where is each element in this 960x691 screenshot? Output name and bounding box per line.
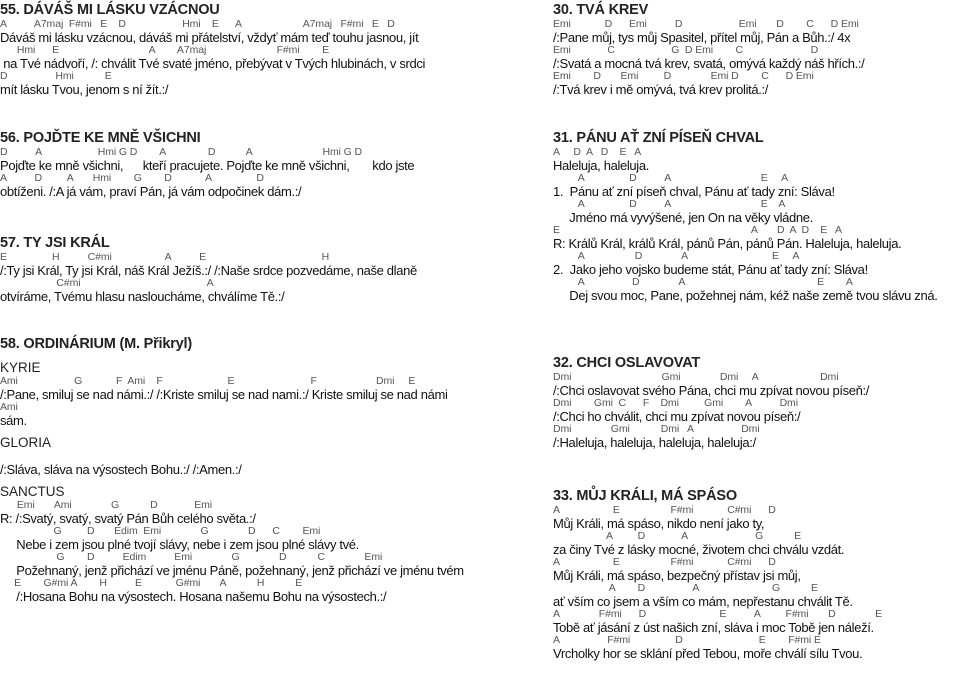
song-title: 56. POJĎTE KE MNĚ VŠICHNI xyxy=(0,130,201,146)
section-label: SANCTUS xyxy=(0,484,65,499)
lyric-line: Dáváš mi lásku vzácnou, dáváš mi přátelství, vždyť mám teď touhu jasnou, jít xyxy=(0,30,419,45)
lyric-line: za činy Tvé z lásky mocné, životem chci chválu vzdát. xyxy=(553,542,845,557)
chord-line: A D A G E xyxy=(553,582,818,594)
lyric-line: R: Králů Král, králů Král, pánů Pán, pánů Pán. Haleluja, haleluja. xyxy=(553,236,902,251)
chord-line: A E F#mi C#mi D xyxy=(553,556,776,568)
chord-line: Ami G F Ami F E F Dmi E xyxy=(0,375,416,387)
lyric-line: ať vším co jsem a vším co mám, nepřestanu chválit Tě. xyxy=(553,594,853,609)
lyric-line: Požehnaný, jenž přichází ve jménu Páně, požehnaný, jenž přichází ve jménu tvém xyxy=(0,563,464,578)
lyric-line: otvíráme, Tvému hlasu nasloucháme, chválíme Tě.:/ xyxy=(0,289,285,304)
lyric-line: /:Tvá krev i mě omývá, tvá krev prolitá.:/ xyxy=(553,82,769,97)
song-title: 32. CHCI OSLAVOVAT xyxy=(553,355,701,371)
song-title: 58. ORDINÁRIUM (M. Přikryl) xyxy=(0,336,192,352)
chord-line: Emi C G D Emi C D xyxy=(553,44,819,56)
lyric-line: sám. xyxy=(0,413,27,428)
chord-line: Dmi Gmi Dmi A Dmi xyxy=(553,423,760,435)
chord-line: A D A G E xyxy=(553,530,802,542)
lyric-line: /:Hosana Bohu na výsostech. Hosana našemu Bohu na výsostech.:/ xyxy=(0,589,387,604)
lyric-line: Můj Králi, má spáso, bezpečný přístav jsi můj, xyxy=(553,568,801,583)
lyric-line: Vrcholky hor se sklání před Tebou, moře chválí sílu Tvou. xyxy=(553,646,863,661)
lyric-line: Nebe i zem jsou plné tvojí slávy, nebe i zem jsou plné slávy tvé. xyxy=(0,537,359,552)
lyric-line: 1. Pánu ať zní píseň chval, Pánu ať tady zní: Sláva! xyxy=(553,184,835,199)
lyric-line: mít lásku Tvou, jenom s ní žít.:/ xyxy=(0,82,169,97)
lyric-line: Dej svou moc, Pane, požehnej nám, kéž naše země tvou slávu zná. xyxy=(553,288,938,303)
chord-line: G D Edim Emi G D C Emi xyxy=(0,525,321,537)
section-label: GLORIA xyxy=(0,435,52,450)
chord-line: Emi D Emi D Emi D C D Emi xyxy=(553,70,814,82)
lyric-line: /:Chci oslavovat svého Pána, chci mu zpívat novou píseň:/ xyxy=(553,383,870,398)
chord-line: Dmi Gmi Dmi A Dmi xyxy=(553,371,839,383)
chord-line: Dmi Gmi C F Dmi Gmi A Dmi xyxy=(553,397,798,409)
chord-line xyxy=(0,451,464,462)
chord-line: A D A E A xyxy=(553,198,786,210)
chord-line: A D A E A xyxy=(553,250,800,262)
chord-line: Emi D Emi D Emi D C D Emi xyxy=(553,18,859,30)
chord-line: A F#mi D E A F#mi D E xyxy=(553,608,882,620)
chord-line: A D A E A xyxy=(553,172,789,184)
chord-line: A A7maj F#mi E D Hmi E A A7maj F#mi E D xyxy=(0,18,395,30)
lyric-line: /:Sláva, sláva na výsostech Bohu.:/ /:Amen.:/ xyxy=(0,462,242,477)
chord-line: A D A E A xyxy=(553,276,853,288)
song-s32 xyxy=(553,355,869,450)
lyric-line: Můj Králi, má spáso, nikdo není jako ty, xyxy=(553,516,765,531)
song-s56 xyxy=(0,130,414,199)
chord-line: G D Edim Emi G D C Emi xyxy=(0,551,383,563)
song-s58 xyxy=(0,336,464,604)
lyric-line: /:Chci ho chválit, chci mu zpívat novou píseň:/ xyxy=(553,409,801,424)
lyric-line: Tobě ať jásání z úst našich zní, sláva i moc Tobě jen náleží. xyxy=(553,620,874,635)
lyric-line: /:Pane, smiluj se nad námi.:/ /:Kriste smiluj se nad nami.:/ Kriste smiluj se nad námi xyxy=(0,387,448,402)
chord-line: A D A D E A xyxy=(553,146,642,158)
lyric-line: /:Ty jsi Král, Ty jsi Král, náš Král Ježíš.:/ /:Naše srdce pozvedáme, naše dlaně xyxy=(0,263,417,278)
chord-line: E G#mi A H E G#mi A H E xyxy=(0,577,303,589)
chord-line: E H C#mi A E H xyxy=(0,251,330,263)
chord-line: D A Hmi G D A D A Hmi G D xyxy=(0,146,363,158)
section-label: KYRIE xyxy=(0,360,41,375)
lyric-line: 2. Jako jeho vojsko budeme stát, Pánu ať tady zní: Sláva! xyxy=(553,262,868,277)
song-title: 33. MŮJ KRÁLI, MÁ SPÁSO xyxy=(553,488,737,504)
song-title: 57. TY JSI KRÁL xyxy=(0,235,110,251)
song-s31 xyxy=(553,130,937,303)
chord-line: A F#mi D E F#mi E xyxy=(553,634,821,646)
lyric-line: Jméno má vyvýšené, jen On na věky vládne. xyxy=(553,210,813,225)
song-title: 55. DÁVÁŠ MI LÁSKU VZÁCNOU xyxy=(0,2,220,18)
chord-line: A E F#mi C#mi D xyxy=(553,504,776,516)
chord-line: A D A Hmi G D A D xyxy=(0,172,264,184)
lyric-line: Haleluja, haleluja. xyxy=(553,158,649,173)
lyric-line: R: /:Svatý, svatý, svatý Pán Bůh celého světa.:/ xyxy=(0,511,256,526)
song-s57 xyxy=(0,235,417,304)
song-title: 30. TVÁ KREV xyxy=(553,2,649,18)
song-s55 xyxy=(0,2,425,97)
chord-line: E A D A D E A xyxy=(553,224,842,236)
song-s30 xyxy=(553,2,864,97)
chord-line: C#mi A xyxy=(0,277,214,289)
song-s33 xyxy=(553,488,882,661)
lyric-line: /:Haleluja, haleluja, haleluja, haleluja:/ xyxy=(553,435,756,450)
lyric-line: /:Pane můj, tys můj Spasitel, přítel můj, Pán a Bůh.:/ 4x xyxy=(553,30,851,45)
song-title: 31. PÁNU AŤ ZNÍ PÍSEŇ CHVAL xyxy=(553,130,764,146)
lyric-line: /:Svatá a mocná tvá krev, svatá, omývá každý náš hřích.:/ xyxy=(553,56,865,71)
chord-line: Hmi E A A7maj F#mi E xyxy=(0,44,329,56)
lyric-line: na Tvé nádvoří, /: chválit Tvé svaté jméno, přebývat v Tvých hlubinách, v srdci xyxy=(0,56,426,71)
chord-line: D Hmi E xyxy=(0,70,112,82)
lyric-line: Pojďte ke mně všichni, kteří pracujete. Pojďte ke mně všichni, kdo jste xyxy=(0,158,415,173)
lyric-line: obtíženi. /:A já vám, praví Pán, já vám odpočinek dám.:/ xyxy=(0,184,302,199)
chord-line: Emi Ami G D Emi xyxy=(0,499,212,511)
chord-line: Ami xyxy=(0,401,18,413)
